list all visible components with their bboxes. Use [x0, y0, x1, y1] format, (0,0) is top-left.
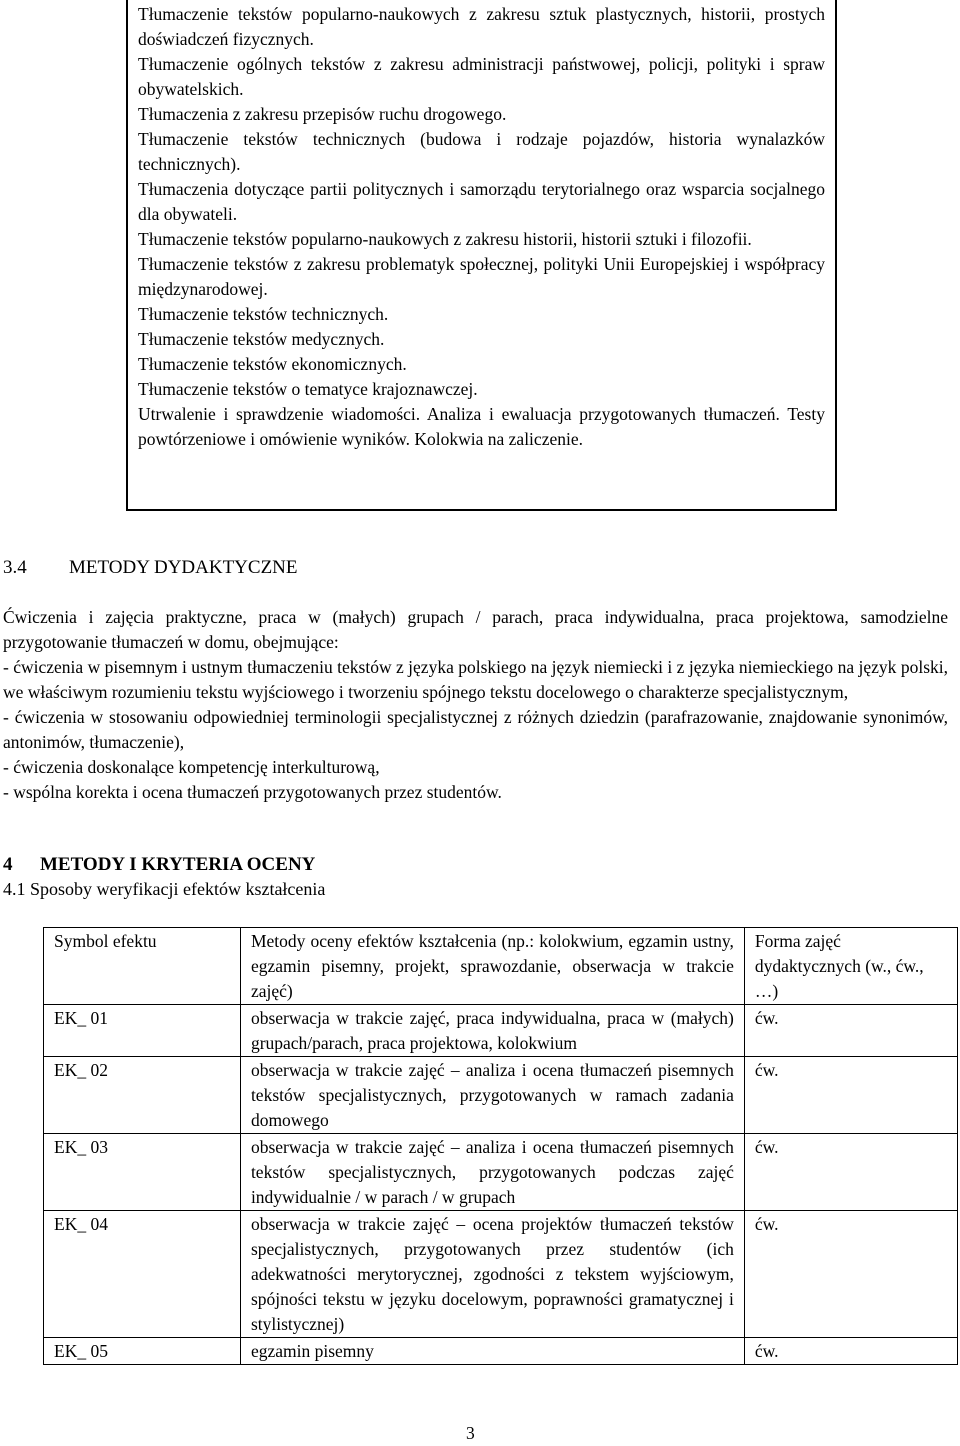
table-row	[44, 1134, 958, 1211]
paragraph: - wspólna korekta i ocena tłumaczeń przygotowanych przez studentów.	[3, 782, 502, 802]
page-number: 3	[466, 1423, 475, 1443]
topic-row: Tłumaczenie tekstów popularno-naukowych z zakresu sztuk plastycznych, historii, prostych doświadczeń fizycznych.	[138, 4, 825, 49]
topic-row: Tłumaczenie tekstów o tematyce krajoznawczej.	[138, 379, 478, 399]
table-cell: ćw.	[744, 1134, 957, 1211]
section-number: 3.4	[3, 557, 27, 578]
table-cell: obserwacja w trakcie zajęć – analiza i ocena tłumaczeń pisemnych tekstów specjalistycznych, przygotowanych w ramach zadania domowego	[240, 1057, 744, 1134]
teaching-methods-body	[3, 605, 948, 805]
topic-row: Tłumaczenia z zakresu przepisów ruchu drogowego.	[138, 104, 507, 124]
topic-row: Utrwalenie i sprawdzenie wiadomości. Analiza i ewaluacja przygotowanych tłumaczeń. Testy powtórzeniowe i omówienie wyników. Kolokwia na zaliczenie.	[138, 404, 825, 449]
topic-list-table	[126, 0, 837, 511]
header-cell: Forma zajęć dydaktycznych (w., ćw., …)	[744, 928, 957, 1005]
header-cell: Metody oceny efektów kształcenia (np.: kolokwium, egzamin ustny, egzamin pisemny, projekt, sprawozdanie, obserwacja w trakcie zajęć)	[240, 928, 744, 1005]
section-title: METODY DYDAKTYCZNE	[69, 557, 298, 578]
section-4-heading	[3, 852, 315, 877]
topic-row: Tłumaczenia dotyczące partii politycznych i samorządu terytorialnego oraz wsparcia socjalnego dla obywateli.	[138, 179, 825, 224]
table-cell: EK_ 01	[44, 1005, 241, 1057]
topic-row: Tłumaczenie tekstów ekonomicznych.	[138, 354, 407, 374]
table-cell: obserwacja w trakcie zajęć, praca indywidualna, praca w (małych) grupach/parach, praca projektowa, kolokwium	[240, 1005, 744, 1057]
topic-row: Tłumaczenie tekstów medycznych.	[138, 329, 385, 349]
table-cell: EK_ 05	[44, 1338, 241, 1365]
table-cell: obserwacja w trakcie zajęć – analiza i ocena tłumaczeń pisemnych tekstów specjalistycznych, przygotowanych podczas zajęć indywidualnie / w parach / w grupach	[240, 1134, 744, 1211]
section-3-4-heading	[3, 555, 298, 580]
table-header-row	[44, 928, 958, 1005]
topic-row: Tłumaczenie tekstów z zakresu problematyk społecznej, polityki Unii Europejskiej i współpracy międzynarodowej.	[138, 254, 825, 299]
table-cell: EK_ 03	[44, 1134, 241, 1211]
header-cell: Symbol efektu	[44, 928, 241, 1005]
effects-verification-table	[43, 927, 958, 1365]
paragraph: Ćwiczenia i zajęcia praktyczne, praca w (małych) grupach / parach, praca indywidualna, praca projektowa, samodzielne przygotowanie tłumaczeń w domu, obejmujące:	[3, 607, 948, 652]
topic-row: Tłumaczenie tekstów technicznych.	[138, 304, 389, 324]
section-number: 4	[3, 854, 13, 875]
table-row	[44, 1005, 958, 1057]
table-cell: egzamin pisemny	[240, 1338, 744, 1365]
table-cell: EK_ 04	[44, 1211, 241, 1338]
table-row	[44, 1211, 958, 1338]
table-cell: EK_ 02	[44, 1057, 241, 1134]
table-cell: ćw.	[744, 1005, 957, 1057]
paragraph: - ćwiczenia w pisemnym i ustnym tłumaczeniu tekstów z języka polskiego na język niemiecki i z języka niemieckiego na język polski, we właściwym rozumieniu tekstu wyjściowego i tworzeniu spójnego tekstu docelowego o charakterze specjalistycznym,	[3, 657, 948, 702]
subsection-heading: 4.1 Sposoby weryfikacji efektów kształcenia	[3, 879, 326, 899]
topic-row: Tłumaczenie tekstów technicznych (budowa i rodzaje pojazdów, historia wynalazków technicznych).	[138, 129, 825, 174]
paragraph: - ćwiczenia w stosowaniu odpowiedniej terminologii specjalistycznej z różnych dziedzin (parafrazowanie, znajdowanie synonimów, antonimów, tłumaczenie),	[3, 707, 948, 752]
table-row	[44, 1338, 958, 1365]
paragraph: - ćwiczenia doskonalące kompetencję interkulturową,	[3, 757, 380, 777]
table-cell: obserwacja w trakcie zajęć – ocena projektów tłumaczeń tekstów specjalistycznych, przygotowanych przez studentów (ich adekwatności merytorycznej, zgodności z tekstem wyjściowym, spójności tekstu w języku docelowym, poprawności gramatycznej i stylistycznej)	[240, 1211, 744, 1338]
topic-row: Tłumaczenie tekstów popularno-naukowych z zakresu historii, historii sztuki i filozofii.	[138, 229, 752, 249]
topic-row: Tłumaczenie ogólnych tekstów z zakresu administracji państwowej, policji, polityki i spraw obywatelskich.	[138, 54, 825, 99]
table-cell: ćw.	[744, 1338, 957, 1365]
table-cell: ćw.	[744, 1211, 957, 1338]
table-cell: ćw.	[744, 1057, 957, 1134]
section-title: METODY I KRYTERIA OCENY	[40, 854, 316, 875]
table-row	[44, 1057, 958, 1134]
